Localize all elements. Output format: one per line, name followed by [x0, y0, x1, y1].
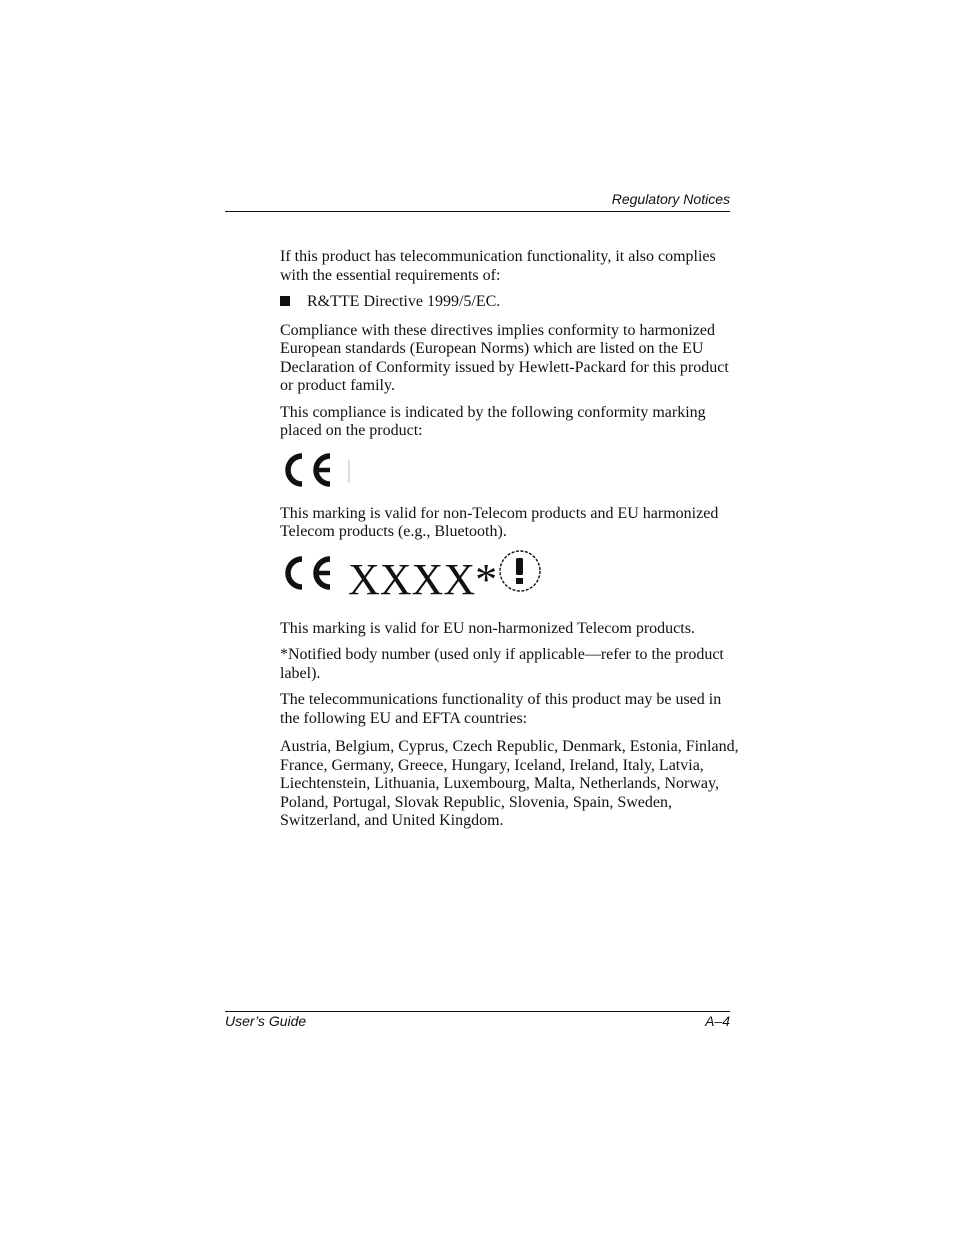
bullet-text: R&TTE Directive 1999/5/EC.	[307, 293, 501, 310]
bullet-icon	[280, 296, 290, 306]
ce-marking-simple	[280, 449, 740, 493]
page-body	[280, 248, 740, 839]
page-number: A–4	[705, 1013, 730, 1029]
marking-2-valid-paragraph: This marking is valid for EU non-harmonized Telecom products.	[280, 619, 695, 637]
header-rule	[225, 211, 730, 212]
countries-paragraph: Austria, Belgium, Cyprus, Czech Republic, Denmark, Estonia, Finland, France, Germany, Greece, Hungary, Iceland, Ireland, Italy, Latvia, Liechtenstein, Lithuania, Luxembourg, Malta, Netherlands, Norway, Poland, Portugal, Slovak Republic, Slovenia, Spain, Sweden, Switzerland, and United Kingdom.	[280, 738, 739, 829]
footer-guide-title: User’s Guide	[225, 1013, 307, 1029]
running-header: Regulatory Notices	[611, 191, 730, 207]
functionality-paragraph: The telecommunications functionality of this product may be used in the following EU and EFTA countries:	[280, 691, 722, 727]
ce-mark-icon	[280, 449, 360, 493]
indicated-paragraph: This compliance is indicated by the following conformity marking placed on the product:	[280, 403, 706, 439]
marking-1-valid-paragraph: This marking is valid for non-Telecom products and EU harmonized Telecom products (e.g., Bluetooth).	[280, 504, 719, 540]
list-item	[280, 293, 740, 312]
alert-class-2-icon	[500, 551, 540, 591]
notified-body-paragraph: *Notified body number (used only if applicable—refer to the product label).	[280, 646, 724, 682]
ce-marking-telecom	[280, 550, 740, 604]
footer-rule	[225, 1011, 730, 1012]
intro-paragraph: If this product has telecommunication functionality, it also complies with the essential requirements of:	[280, 248, 716, 284]
compliance-paragraph: Compliance with these directives implies conformity to harmonized European standards (European Norms) which are listed on the EU Declaration of Conformity issued by Hewlett-Packard for this product or product family.	[280, 321, 729, 394]
ce-alert-mark	[280, 550, 550, 604]
ce-mark-icon	[288, 559, 330, 587]
notified-body-number: XXXX*	[348, 554, 498, 604]
